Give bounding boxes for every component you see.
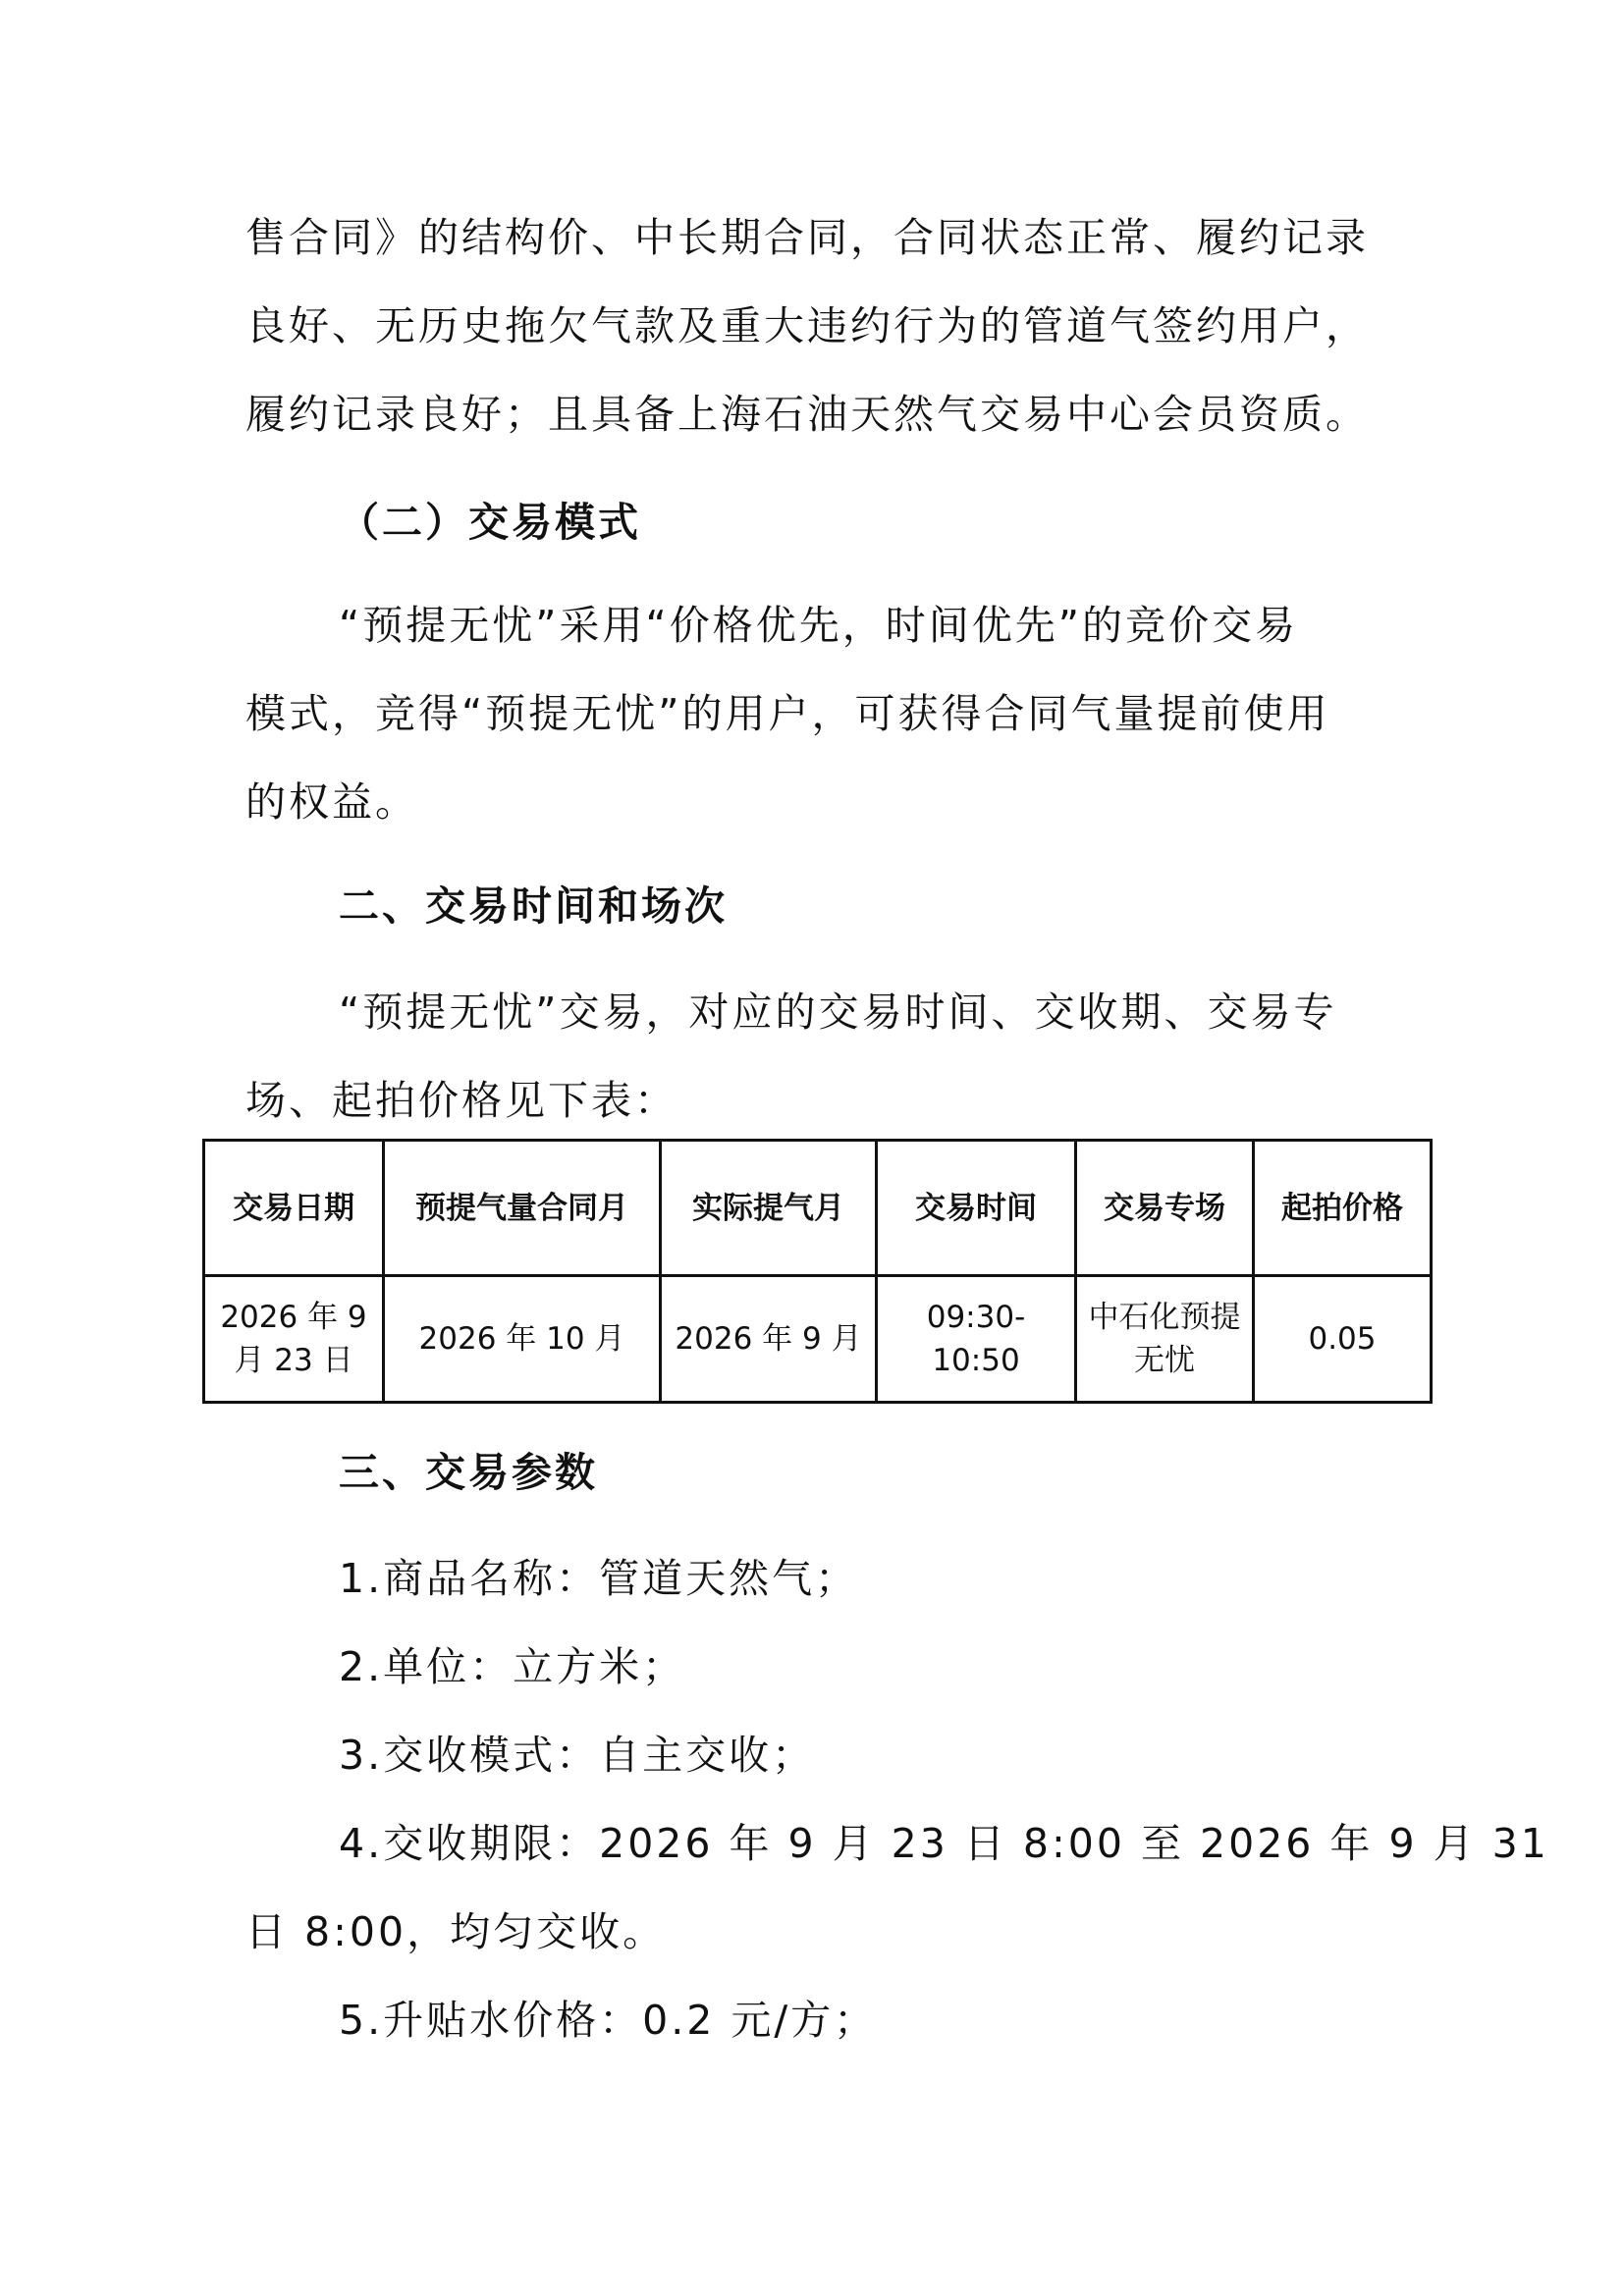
header-trade-session: 交易专场 xyxy=(1076,1141,1254,1276)
section-heading-trade-time: 二、交易时间和场次 xyxy=(339,882,728,930)
table-header-row xyxy=(204,1141,1432,1276)
paragraph-line: 良好、无历史拖欠气款及重大违约行为的管道气签约用户， xyxy=(245,302,1369,349)
paragraph-line: 场、起拍价格见下表： xyxy=(245,1077,677,1124)
cell-trade-date: 2026 年 9 月 23 日 xyxy=(204,1276,384,1403)
header-trade-time: 交易时间 xyxy=(877,1141,1076,1276)
paragraph-line: “预提无忧”采用“价格优先，时间优先”的竞价交易 xyxy=(339,602,1298,649)
param-item: 1.商品名称：管道天然气； xyxy=(339,1555,859,1602)
cell-start-price: 0.05 xyxy=(1254,1276,1432,1403)
cell-trade-session: 中石化预提无忧 xyxy=(1076,1276,1254,1403)
paragraph-line: 模式，竞得“预提无忧”的用户，可获得合同气量提前使用 xyxy=(245,690,1330,737)
table-row xyxy=(204,1276,1432,1403)
header-start-price: 起拍价格 xyxy=(1254,1141,1432,1276)
header-contract-month: 预提气量合同月 xyxy=(384,1141,661,1276)
param-item: 4.交收期限：2026 年 9 月 23 日 8:00 至 2026 年 9 月 31 xyxy=(339,1820,1549,1867)
paragraph-line: 售合同》的结构价、中长期合同，合同状态正常、履约记录 xyxy=(245,214,1369,261)
trade-schedule-table xyxy=(202,1139,1433,1404)
section-heading-trade-params: 三、交易参数 xyxy=(339,1449,598,1496)
header-trade-date: 交易日期 xyxy=(204,1141,384,1276)
param-item: 2.单位：立方米； xyxy=(339,1643,686,1690)
paragraph-line: 的权益。 xyxy=(245,778,418,826)
section-heading-trade-mode: （二）交易模式 xyxy=(339,499,641,546)
header-actual-month: 实际提气月 xyxy=(661,1141,877,1276)
paragraph-line: 履约记录良好；且具备上海石油天然气交易中心会员资质。 xyxy=(245,391,1369,438)
cell-trade-time: 09:30-10:50 xyxy=(877,1276,1076,1403)
param-item: 3.交收模式：自主交收； xyxy=(339,1732,816,1779)
cell-contract-month: 2026 年 10 月 xyxy=(384,1276,661,1403)
param-item: 日 8:00，均匀交收。 xyxy=(245,1908,667,1955)
paragraph-line: “预提无忧”交易，对应的交易时间、交收期、交易专 xyxy=(339,988,1337,1036)
param-item: 5.升贴水价格：0.2 元/方； xyxy=(339,1997,878,2044)
cell-actual-month: 2026 年 9 月 xyxy=(661,1276,877,1403)
